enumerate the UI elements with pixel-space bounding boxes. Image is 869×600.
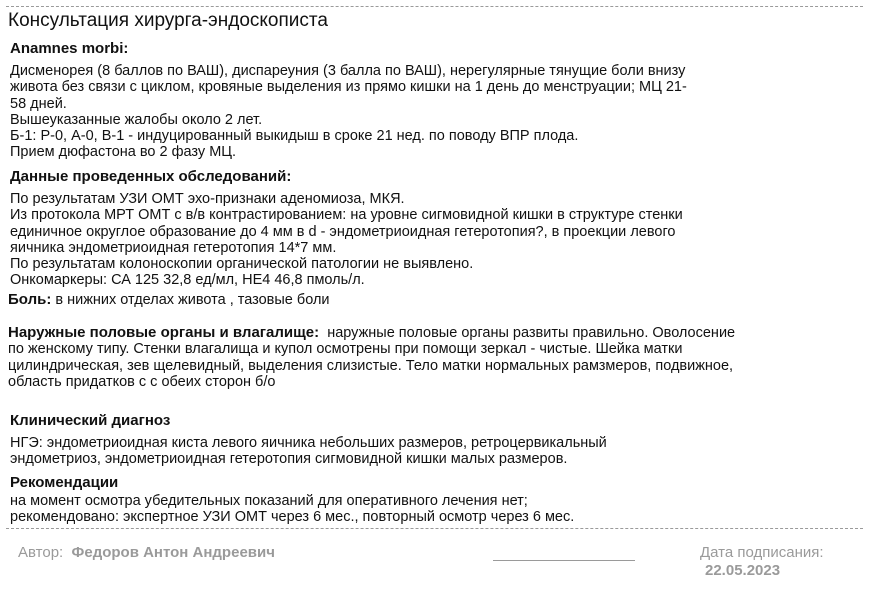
pain-label: Боль: [8,291,52,308]
date-label: Дата подписания: [700,544,824,561]
date-block [700,544,824,580]
diagnosis-text [10,435,850,468]
recommendations-line: на момент осмотра убедительных показаний для оперативного лечения нет; [10,493,528,509]
external-line: область придатков с с обеих сторон б/о [8,373,276,390]
external-text [8,325,848,390]
exams-heading: Данные проведенных обследований: [10,168,292,185]
anamnes-line: живота без связи с циклом, кровяные выделения из прямо кишки на 1 день до менструации; МЦ 21- [10,79,687,96]
exams-line: Онкомаркеры: СА 125 32,8 ед/мл, НЕ4 46,8 пмоль/л. [10,272,365,289]
author-label: Автор: [18,544,64,561]
anamnes-line: Дисменорея (8 баллов по ВАШ), диспареуния (3 балла по ВАШ), нерегулярные тянущие боли внизу [10,63,686,79]
external-first-line: наружные половые органы развиты правильно. Оволосение [327,325,736,341]
exams-line: Из протокола МРТ ОМТ с в/в контрастированием: на уровне сигмовидной кишки в структуре стенки [10,207,683,224]
external-line: по женскому типу. Стенки влагалища и купол осмотрены при помощи зеркал - чистые. Шейка матки [8,341,683,358]
exams-line: По результатам УЗИ ОМТ эхо-признаки аденомиоза, МКЯ. [10,191,405,207]
pain-text: в нижних отделах живота , тазовые боли [55,292,330,308]
exams-line: единичное округлое образование до 4 мм в d - эндометриоидная гетеротопия?, в проекции левого [10,223,676,240]
document-title: Консультация хирурга-эндоскописта [8,10,328,31]
bottom-divider [6,528,863,529]
exams-line: По результатам колоноскопии органической патологии не выявлено. [10,256,474,273]
recommendations-line: рекомендовано: экспертное УЗИ ОМТ через 6 мес., повторный осмотр через 6 мес. [10,509,575,526]
anamnes-line: Прием дюфастона во 2 фазу МЦ. [10,144,237,161]
exams-text [10,191,850,289]
anamnes-text [10,63,850,161]
diagnosis-line: эндометриоз, эндометриоидная гетеротопия сигмовидной кишки малых размеров. [10,451,568,468]
anamnes-line: 58 дней. [10,95,67,112]
external-label: Наружные половые органы и влагалище: [8,324,320,341]
recommendations-heading: Рекомендации [10,474,119,491]
anamnes-line: Б-1: Р-0, А-0, В-1 - индуцированный выкидыш в сроке 21 нед. по поводу ВПР плода. [10,128,579,145]
diagnosis-heading: Клинический диагноз [10,412,171,429]
signature-line [493,560,635,561]
date-value: 22.05.2023 [705,562,781,579]
top-divider [6,6,863,7]
exams-line: яичника эндометриоидная гетеротопия 14*7 мм. [10,239,337,256]
author-name: Федоров Антон Андреевич [71,544,275,561]
recommendations-text [10,493,850,526]
pain-row [8,292,848,308]
anamnes-heading: Anamnes morbi: [10,40,129,57]
author-block [18,544,275,562]
diagnosis-line: НГЭ: эндометриоидная киста левого яичника небольших размеров, ретроцервикальный [10,435,607,451]
external-line: цилиндрическая, зев щелевидный, выделения слизистые. Тело матки нормальных рамзмеров, подвижное, [8,357,734,374]
anamnes-line: Вышеуказанные жалобы около 2 лет. [10,111,263,128]
